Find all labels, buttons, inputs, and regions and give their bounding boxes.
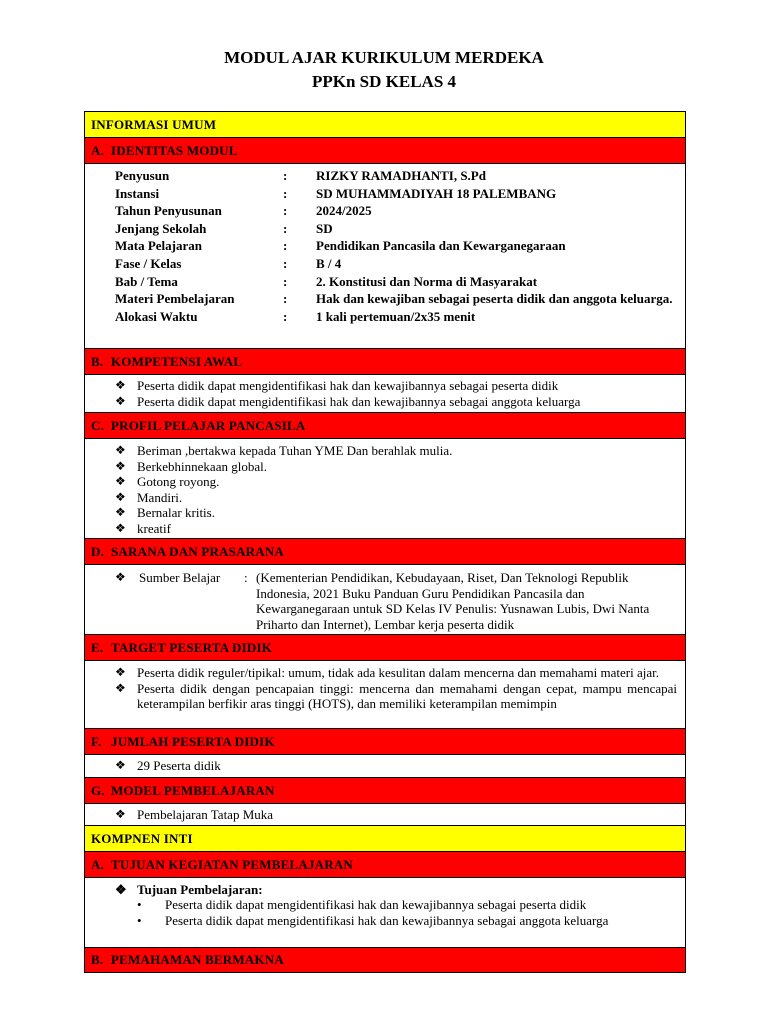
section-label: TARGET PESERTA DIDIK (111, 639, 273, 655)
identitas-key: Instansi (115, 185, 160, 201)
colon: : (283, 203, 288, 219)
section-target-peserta (84, 634, 686, 660)
section-letter: E. (91, 639, 104, 655)
diamond-bullet-icon: ❖ (115, 458, 126, 473)
list-item (85, 459, 685, 475)
list-item (85, 897, 685, 913)
tujuan-body (84, 877, 686, 947)
section-label: JUMLAH PESERTA DIDIK (111, 733, 275, 749)
sumber-belajar-value: (Kementerian Pendidikan, Kebudayaan, Riset, Dan Teknologi Republik Indonesia, 2021 Buku Panduan Guru Pendidikan Pancasila dan Kewarganegaraan untuk SD Kelas IV Penulis: Yusnawan Lubis, Dwi Nanta Priharto dan Internet), Lembar kerja peserta didik (256, 570, 650, 632)
tujuan-heading: Tujuan Pembelajaran: (137, 882, 263, 897)
section-label: MODEL PEMBELAJARAN (111, 782, 275, 798)
diamond-bullet-icon: ❖ (115, 680, 126, 695)
list-item (85, 758, 685, 774)
colon: : (283, 308, 288, 324)
list-item (85, 521, 685, 537)
identitas-value: 1 kali pertemuan/2x35 menit (316, 308, 476, 324)
section-letter: B. (91, 952, 104, 967)
identitas-row (85, 202, 685, 220)
diamond-bullet-icon: ❖ (115, 882, 127, 897)
dot-bullet-icon: • (137, 912, 142, 928)
identitas-body (84, 163, 686, 348)
list-text: Pembelajaran Tatap Muka (137, 807, 274, 822)
list-text: Gotong royong. (137, 474, 220, 489)
identitas-key: Mata Pelajaran (115, 238, 203, 254)
module-table (84, 111, 686, 973)
list-text: Peserta didik dengan pencapaian tinggi: mencerna dan memahami dengan cepat, mampu mencapai keterampilan berfikir aras tinggi (HOTS), dan memiliki keterampilan memimpin (137, 680, 677, 711)
list-item (85, 665, 685, 681)
section-label: TUJUAN KEGIATAN PEMBELAJARAN (111, 856, 354, 872)
list-text: Peserta didik dapat mengidentifikasi hak dan kewajibannya sebagai peserta didik (137, 378, 559, 393)
list-text: kreatif (137, 520, 171, 536)
diamond-bullet-icon: ❖ (115, 520, 126, 535)
document-subtitle: PPKn SD KELAS 4 (311, 72, 457, 91)
section-pemahaman-bermakna (84, 947, 686, 973)
diamond-bullet-icon: ❖ (115, 378, 126, 392)
section-model-pembelajaran (84, 777, 686, 803)
list-text: Peserta didik dapat mengidentifikasi hak dan kewajibannya sebagai anggota keluarga (165, 912, 609, 928)
identitas-row (85, 185, 685, 203)
section-jumlah-peserta (84, 728, 686, 754)
diamond-bullet-icon: ❖ (115, 758, 126, 772)
identitas-key: Jenjang Sekolah (115, 220, 207, 236)
identitas-value: Hak dan kewajiban sebagai peserta didik dan anggota keluarga. (316, 291, 673, 307)
section-letter: A. (91, 856, 105, 872)
section-profil-pelajar (84, 412, 686, 438)
colon: : (283, 168, 288, 183)
list-item (85, 913, 685, 929)
identitas-value: Pendidikan Pancasila dan Kewarganegaraan (316, 238, 566, 254)
list-text: Peserta didik reguler/tipikal: umum, tidak ada kesulitan dalam mencerna dan memahami materi ajar. (137, 665, 659, 680)
tujuan-heading-row (85, 882, 685, 897)
colon: : (283, 238, 288, 254)
identitas-value: RIZKY RAMADHANTI, S.Pd (316, 168, 486, 183)
section-tujuan-kegiatan (84, 851, 686, 877)
colon: : (283, 291, 288, 307)
sumber-belajar-row (85, 570, 685, 632)
colon: : (283, 273, 288, 289)
list-text: Mandiri. (137, 489, 183, 505)
list-item (85, 807, 685, 823)
list-item (85, 474, 685, 490)
identitas-row (85, 255, 685, 273)
section-letter: F. (91, 733, 102, 749)
profil-body (84, 438, 686, 538)
jumlah-body (84, 754, 686, 777)
section-letter: C. (91, 417, 105, 433)
identitas-key: Fase / Kelas (115, 255, 182, 271)
identitas-key: Alokasi Waktu (115, 308, 198, 324)
diamond-bullet-icon: ❖ (115, 505, 126, 519)
section-letter: A. (91, 142, 105, 158)
identitas-value: 2024/2025 (316, 203, 372, 219)
colon: : (283, 185, 288, 201)
identitas-row (85, 167, 685, 185)
identitas-key: Bab / Tema (115, 273, 178, 289)
identitas-row (85, 237, 685, 255)
kompetensi-body (84, 374, 686, 412)
list-text: Bernalar kritis. (137, 505, 215, 520)
section-komponen-inti (84, 825, 686, 851)
identitas-value: SD (316, 220, 333, 236)
target-body (84, 660, 686, 728)
diamond-bullet-icon: ❖ (115, 393, 126, 408)
identitas-value: 2. Konstitusi dan Norma di Masyarakat (316, 273, 538, 289)
list-text: Peserta didik dapat mengidentifikasi hak dan kewajibannya sebagai anggota keluarga (137, 393, 581, 409)
section-letter: G. (91, 782, 105, 798)
diamond-bullet-icon: ❖ (115, 807, 126, 821)
diamond-bullet-icon: ❖ (115, 570, 126, 584)
colon: : (283, 220, 288, 236)
diamond-bullet-icon: ❖ (115, 443, 126, 457)
identitas-key: Materi Pembelajaran (115, 291, 235, 307)
section-label: IDENTITAS MODUL (111, 142, 238, 158)
diamond-bullet-icon: ❖ (115, 489, 126, 504)
section-label: PROFIL PELAJAR PANCASILA (111, 417, 306, 433)
identitas-key: Penyusun (115, 168, 170, 183)
list-text: Peserta didik dapat mengidentifikasi hak dan kewajibannya sebagai peserta didik (165, 897, 587, 912)
section-letter: B. (91, 353, 104, 369)
list-text: 29 Peserta didik (137, 758, 221, 773)
section-label: SARANA DAN PRASARANA (111, 543, 285, 559)
sarana-body (84, 564, 686, 634)
list-item (85, 443, 685, 459)
list-item (85, 378, 685, 394)
section-informasi-umum (84, 111, 686, 137)
section-sarana-prasarana (84, 538, 686, 564)
identitas-row (85, 220, 685, 238)
colon: : (283, 255, 288, 271)
identitas-row (85, 308, 685, 326)
section-letter: D. (91, 543, 105, 559)
diamond-bullet-icon: ❖ (115, 474, 126, 488)
diamond-bullet-icon: ❖ (115, 665, 126, 679)
list-item (85, 394, 685, 410)
list-item (85, 490, 685, 506)
section-identitas-modul (84, 137, 686, 163)
informasi-umum-label: INFORMASI UMUM (91, 116, 217, 132)
section-label: PEMAHAMAN BERMAKNA (111, 952, 284, 967)
identitas-row (85, 273, 685, 291)
sumber-belajar-label: Sumber Belajar (139, 570, 221, 585)
identitas-key: Tahun Penyusunan (115, 203, 222, 219)
list-text: Berkebhinnekaan global. (137, 458, 267, 474)
section-kompetensi-awal (84, 348, 686, 374)
model-body (84, 803, 686, 825)
identitas-row (85, 290, 685, 308)
dot-bullet-icon: • (137, 897, 142, 912)
colon: : (244, 570, 248, 585)
identitas-value: SD MUHAMMADIYAH 18 PALEMBANG (316, 185, 557, 201)
list-item (85, 505, 685, 521)
list-text: Beriman ,bertakwa kepada Tuhan YME Dan berahlak mulia. (137, 443, 453, 458)
list-item (85, 681, 685, 712)
komponen-inti-label: KOMPNEN INTI (91, 830, 193, 846)
section-label: KOMPETENSI AWAL (111, 353, 243, 369)
identitas-value: B / 4 (316, 255, 342, 271)
document-title: MODUL AJAR KURIKULUM MERDEKA (224, 48, 544, 67)
